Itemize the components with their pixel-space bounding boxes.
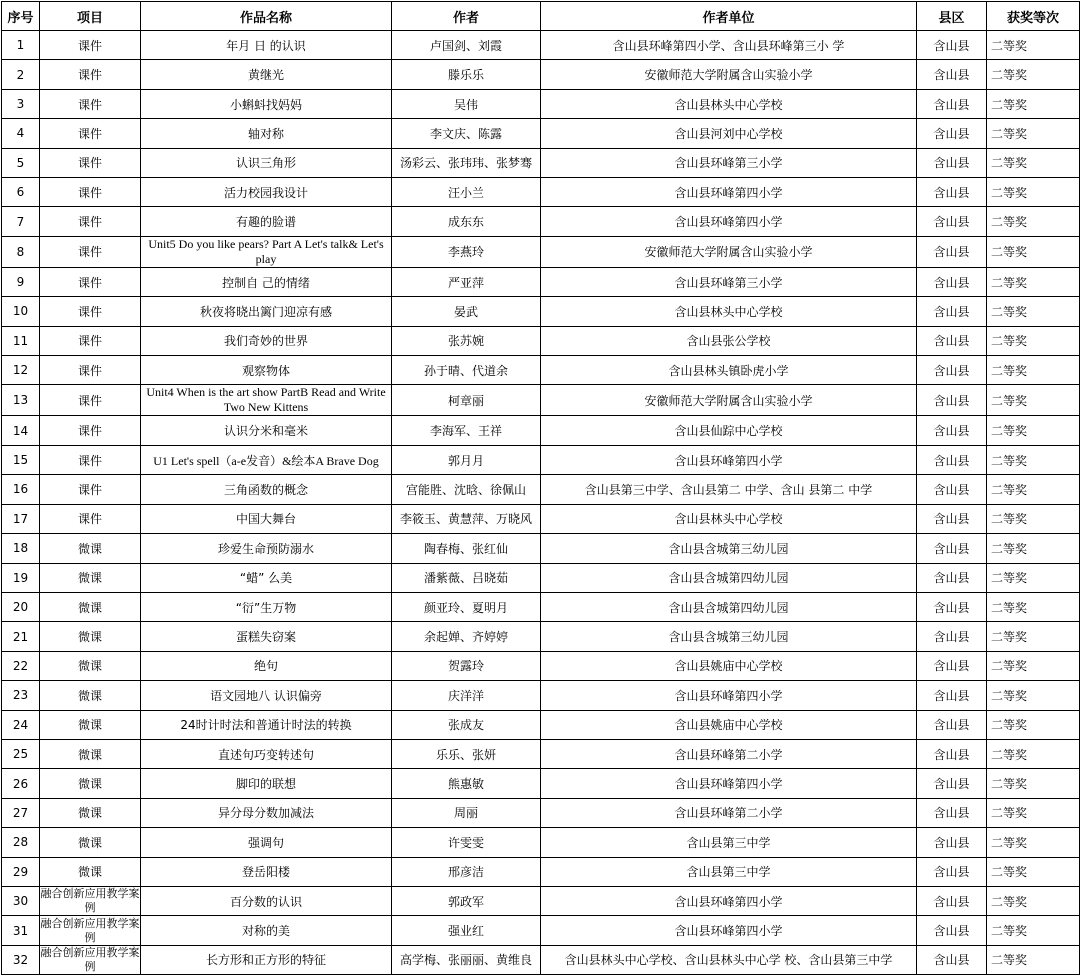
cell-award-level: 二等奖: [987, 119, 1080, 148]
cell-author-unit: 含山县环峰第二小学: [541, 798, 917, 827]
cell-work-title: 直述句巧变转述句: [141, 739, 392, 768]
cell-index: 8: [2, 236, 40, 267]
cell-author: 卢国剑、刘霞: [392, 31, 541, 60]
cell-category: 课件: [40, 119, 141, 148]
cell-author: 张苏婉: [392, 326, 541, 355]
cell-category: 微课: [40, 651, 141, 680]
cell-award-level: 二等奖: [987, 475, 1080, 504]
cell-index: 12: [2, 356, 40, 385]
cell-category: 微课: [40, 798, 141, 827]
cell-index: 4: [2, 119, 40, 148]
cell-category: 微课: [40, 622, 141, 651]
table-row: [2, 945, 1080, 974]
cell-category: 课件: [40, 356, 141, 385]
cell-category: 微课: [40, 710, 141, 739]
cell-category: 课件: [40, 89, 141, 118]
table-body: [2, 31, 1080, 975]
cell-author-unit: 含山县环峰第四小学: [541, 207, 917, 236]
table-row: [2, 236, 1080, 267]
header-category: 项目: [40, 2, 141, 31]
table-row: [2, 504, 1080, 533]
cell-index: 31: [2, 916, 40, 945]
cell-author: 成东东: [392, 207, 541, 236]
cell-author: 晏武: [392, 297, 541, 326]
cell-category: 课件: [40, 297, 141, 326]
cell-author: 吴伟: [392, 89, 541, 118]
cell-author-unit: 含山县第三中学: [541, 857, 917, 886]
cell-category: 课件: [40, 178, 141, 207]
table-row: [2, 60, 1080, 89]
cell-index: 25: [2, 739, 40, 768]
cell-category: 课件: [40, 385, 141, 416]
cell-category: 融合创新应用教学案例: [40, 945, 140, 973]
cell-county: 含山县: [917, 207, 987, 236]
cell-author: 周丽: [392, 798, 541, 827]
cell-award-level: 二等奖: [987, 798, 1080, 827]
cell-work-title: 绝句: [141, 651, 392, 680]
cell-award-level: 二等奖: [987, 828, 1080, 857]
cell-category: 课件: [40, 267, 141, 296]
header-county: 县区: [917, 2, 987, 31]
cell-author-unit: 含山县环峰第二小学: [541, 739, 917, 768]
cell-work-title: 认识三角形: [141, 148, 392, 177]
cell-county: 含山县: [917, 739, 987, 768]
cell-author-unit: 含山县环峰第四小学: [541, 445, 917, 474]
cell-county: 含山县: [917, 416, 987, 445]
cell-work-title: 黄继光: [141, 60, 392, 89]
cell-award-level: 二等奖: [987, 710, 1080, 739]
cell-index: 14: [2, 416, 40, 445]
cell-author: 李海军、王祥: [392, 416, 541, 445]
cell-work-title: 24时计时法和普通计时法的转换: [141, 710, 392, 739]
cell-category: 融合创新应用教学案例: [40, 916, 140, 944]
table-row: [2, 857, 1080, 886]
cell-author: 强业红: [392, 916, 541, 945]
table-row: [2, 445, 1080, 474]
cell-category: 微课: [40, 828, 141, 857]
cell-work-title: 百分数的认识: [141, 886, 392, 915]
cell-index: 29: [2, 857, 40, 886]
cell-county: 含山县: [917, 445, 987, 474]
cell-author: 颜亚玲、夏明月: [392, 592, 541, 621]
cell-category: 微课: [40, 563, 141, 592]
cell-county: 含山县: [917, 534, 987, 563]
cell-index: 18: [2, 534, 40, 563]
cell-award-level: 二等奖: [987, 178, 1080, 207]
cell-award-level: 二等奖: [987, 326, 1080, 355]
cell-work-title: 有趣的脸谱: [141, 207, 392, 236]
cell-work-title: 蛋糕失窃案: [141, 622, 392, 651]
table-row: [2, 886, 1080, 915]
cell-author-unit: 含山县林头中心学校: [541, 504, 917, 533]
cell-index: 3: [2, 89, 40, 118]
table-row: [2, 475, 1080, 504]
cell-work-title: 认识分米和毫米: [141, 416, 392, 445]
table-row: [2, 798, 1080, 827]
cell-county: 含山县: [917, 267, 987, 296]
cell-work-title: 控制自 己的情绪: [141, 267, 392, 296]
table-row: [2, 385, 1080, 416]
cell-author-unit: 含山县仙踪中心学校: [541, 416, 917, 445]
cell-index: 2: [2, 60, 40, 89]
cell-category: 课件: [40, 445, 141, 474]
cell-category: 课件: [40, 60, 141, 89]
cell-work-title: 活力校园我设计: [141, 178, 392, 207]
cell-author: 滕乐乐: [392, 60, 541, 89]
cell-index: 11: [2, 326, 40, 355]
table-row: [2, 267, 1080, 296]
cell-author-unit: 含山县环峰第四小学: [541, 681, 917, 710]
cell-author: 郭月月: [392, 445, 541, 474]
cell-author: 邢彦洁: [392, 857, 541, 886]
cell-author-unit: 含山县第三中学: [541, 828, 917, 857]
cell-work-title: 我们奇妙的世界: [141, 326, 392, 355]
cell-work-title: 轴对称: [141, 119, 392, 148]
cell-author: 乐乐、张妍: [392, 739, 541, 768]
cell-county: 含山县: [917, 504, 987, 533]
cell-award-level: 二等奖: [987, 916, 1080, 945]
table-row: [2, 651, 1080, 680]
table-row: [2, 828, 1080, 857]
cell-index: 26: [2, 769, 40, 798]
table-row: [2, 416, 1080, 445]
cell-county: 含山县: [917, 119, 987, 148]
header-work-title: 作品名称: [141, 2, 392, 31]
header-author: 作者: [392, 2, 541, 31]
cell-author-unit: 含山县含城第四幼儿园: [541, 563, 917, 592]
cell-award-level: 二等奖: [987, 445, 1080, 474]
cell-work-title: 中国大舞台: [141, 504, 392, 533]
cell-award-level: 二等奖: [987, 60, 1080, 89]
cell-county: 含山县: [917, 857, 987, 886]
cell-author-unit: 含山县环峰第四小学: [541, 916, 917, 945]
cell-award-level: 二等奖: [987, 651, 1080, 680]
table-row: [2, 297, 1080, 326]
table-row: [2, 326, 1080, 355]
cell-work-title: 秋夜将晓出篱门迎凉有感: [141, 297, 392, 326]
cell-work-title: 异分母分数加减法: [141, 798, 392, 827]
cell-work-title: 强调句: [141, 828, 392, 857]
cell-index: 21: [2, 622, 40, 651]
cell-author: 庆洋洋: [392, 681, 541, 710]
cell-award-level: 二等奖: [987, 534, 1080, 563]
cell-index: 10: [2, 297, 40, 326]
cell-author-unit: 安徽师范大学附属含山实验小学: [541, 60, 917, 89]
cell-award-level: 二等奖: [987, 236, 1080, 267]
cell-author: 熊惠敏: [392, 769, 541, 798]
cell-county: 含山县: [917, 31, 987, 60]
cell-index: 17: [2, 504, 40, 533]
cell-category: 微课: [40, 857, 141, 886]
cell-index: 15: [2, 445, 40, 474]
header-index: 序号: [2, 2, 40, 31]
cell-award-level: 二等奖: [987, 148, 1080, 177]
cell-index: 23: [2, 681, 40, 710]
table-row: [2, 916, 1080, 945]
cell-author: 潘紫薇、吕晓茹: [392, 563, 541, 592]
cell-author-unit: 含山县环峰第三小学: [541, 267, 917, 296]
cell-work-title: 语文园地八 认识偏旁: [141, 681, 392, 710]
cell-award-level: 二等奖: [987, 592, 1080, 621]
cell-work-title: 对称的美: [141, 916, 392, 945]
cell-category: 微课: [40, 592, 141, 621]
table-row: [2, 89, 1080, 118]
cell-work-title: 登岳阳楼: [141, 857, 392, 886]
cell-work-title: “衍”生万物: [141, 592, 392, 621]
table-row: [2, 178, 1080, 207]
cell-county: 含山县: [917, 828, 987, 857]
cell-author-unit: 含山县姚庙中心学校: [541, 651, 917, 680]
cell-author-unit: 含山县第三中学、含山县第二 中学、含山 县第二 中学: [541, 475, 917, 504]
cell-work-title: 小蝌蚪找妈妈: [141, 89, 392, 118]
cell-index: 1: [2, 31, 40, 60]
cell-author-unit: 含山县河刘中心学校: [541, 119, 917, 148]
cell-author: 许雯雯: [392, 828, 541, 857]
cell-award-level: 二等奖: [987, 416, 1080, 445]
table-row: [2, 563, 1080, 592]
cell-county: 含山县: [917, 886, 987, 915]
cell-author-unit: 含山县林头中心学校: [541, 89, 917, 118]
cell-author-unit: 含山县环峰第四小学: [541, 178, 917, 207]
cell-work-title: “蜡” 么美: [141, 563, 392, 592]
cell-author-unit: 安徽师范大学附属含山实验小学: [541, 236, 917, 267]
awards-table: [1, 1, 1080, 975]
table-row: [2, 119, 1080, 148]
cell-author-unit: 含山县姚庙中心学校: [541, 710, 917, 739]
cell-author: 高学梅、张丽丽、黄维良: [392, 945, 541, 974]
cell-award-level: 二等奖: [987, 681, 1080, 710]
cell-index: 32: [2, 945, 40, 974]
cell-award-level: 二等奖: [987, 769, 1080, 798]
cell-county: 含山县: [917, 769, 987, 798]
cell-author-unit: 含山县含城第四幼儿园: [541, 592, 917, 621]
table-row: [2, 592, 1080, 621]
cell-county: 含山县: [917, 60, 987, 89]
cell-author-unit: 含山县环峰第四小学: [541, 769, 917, 798]
cell-award-level: 二等奖: [987, 356, 1080, 385]
cell-author: 汤彩云、张玮玮、张梦骞: [392, 148, 541, 177]
cell-category: 课件: [40, 416, 141, 445]
cell-author: 陶春梅、张红仙: [392, 534, 541, 563]
cell-work-title: 三角函数的概念: [141, 475, 392, 504]
cell-index: 20: [2, 592, 40, 621]
cell-award-level: 二等奖: [987, 31, 1080, 60]
cell-author-unit: 安徽师范大学附属含山实验小学: [541, 385, 917, 416]
header-author-unit: 作者单位: [541, 2, 917, 31]
cell-author-unit: 含山县张公学校: [541, 326, 917, 355]
cell-category: 融合创新应用教学案例: [40, 887, 140, 915]
cell-category: 课件: [40, 31, 141, 60]
cell-category: 微课: [40, 769, 141, 798]
cell-index: 16: [2, 475, 40, 504]
cell-author-unit: 含山县林头镇卧虎小学: [541, 356, 917, 385]
cell-award-level: 二等奖: [987, 739, 1080, 768]
cell-award-level: 二等奖: [987, 207, 1080, 236]
cell-author: 宫能胜、沈晗、徐佩山: [392, 475, 541, 504]
cell-work-title: 长方形和正方形的特征: [141, 945, 392, 974]
cell-county: 含山县: [917, 385, 987, 416]
cell-county: 含山县: [917, 916, 987, 945]
cell-category: 微课: [40, 534, 141, 563]
cell-author: 汪小兰: [392, 178, 541, 207]
cell-index: 9: [2, 267, 40, 296]
cell-index: 28: [2, 828, 40, 857]
cell-county: 含山县: [917, 297, 987, 326]
cell-county: 含山县: [917, 681, 987, 710]
cell-author: 李筱玉、黄慧萍、万晓风: [392, 504, 541, 533]
cell-county: 含山县: [917, 651, 987, 680]
cell-work-title: 年月 日 的认识: [141, 31, 392, 60]
table-row: [2, 31, 1080, 60]
cell-county: 含山县: [917, 798, 987, 827]
table-row: [2, 681, 1080, 710]
cell-author: 柯章丽: [392, 385, 541, 416]
table-row: [2, 739, 1080, 768]
cell-county: 含山县: [917, 326, 987, 355]
cell-category: 课件: [40, 148, 141, 177]
cell-work-title: Unit5 Do you like pears? Part A Let's talk& Let's play: [141, 236, 392, 267]
table-row: [2, 710, 1080, 739]
cell-author: 孙于晴、代道余: [392, 356, 541, 385]
cell-award-level: 二等奖: [987, 622, 1080, 651]
cell-index: 19: [2, 563, 40, 592]
cell-author: 严亚萍: [392, 267, 541, 296]
cell-category: 课件: [40, 236, 141, 267]
table-row: [2, 622, 1080, 651]
cell-county: 含山县: [917, 356, 987, 385]
cell-award-level: 二等奖: [987, 385, 1080, 416]
cell-author-unit: 含山县环峰第三小学: [541, 148, 917, 177]
cell-award-level: 二等奖: [987, 945, 1080, 974]
cell-author: 余起婵、齐婷婷: [392, 622, 541, 651]
cell-award-level: 二等奖: [987, 563, 1080, 592]
cell-work-title: 脚印的联想: [141, 769, 392, 798]
cell-county: 含山县: [917, 236, 987, 267]
cell-index: 5: [2, 148, 40, 177]
cell-county: 含山县: [917, 592, 987, 621]
cell-work-title: 观察物体: [141, 356, 392, 385]
cell-county: 含山县: [917, 945, 987, 974]
cell-county: 含山县: [917, 89, 987, 118]
cell-author-unit: 含山县含城第三幼儿园: [541, 534, 917, 563]
table-row: [2, 207, 1080, 236]
cell-author-unit: 含山县林头中心学校: [541, 297, 917, 326]
cell-award-level: 二等奖: [987, 89, 1080, 118]
cell-county: 含山县: [917, 178, 987, 207]
cell-county: 含山县: [917, 563, 987, 592]
table-row: [2, 534, 1080, 563]
cell-county: 含山县: [917, 622, 987, 651]
header-award-level: 获奖等次: [987, 2, 1080, 31]
cell-category: 课件: [40, 207, 141, 236]
cell-index: 24: [2, 710, 40, 739]
cell-category: 课件: [40, 504, 141, 533]
cell-award-level: 二等奖: [987, 857, 1080, 886]
cell-category: 微课: [40, 739, 141, 768]
cell-work-title: U1 Let's spell（a-e发音）&绘本A Brave Dog: [141, 445, 392, 474]
cell-author: 张成友: [392, 710, 541, 739]
table-row: [2, 769, 1080, 798]
cell-county: 含山县: [917, 710, 987, 739]
cell-author: 李文庆、陈露: [392, 119, 541, 148]
cell-category: 课件: [40, 475, 141, 504]
cell-award-level: 二等奖: [987, 267, 1080, 296]
table-row: [2, 356, 1080, 385]
table-row: [2, 148, 1080, 177]
cell-author: 郭政军: [392, 886, 541, 915]
cell-index: 30: [2, 886, 40, 915]
cell-author: 贺露玲: [392, 651, 541, 680]
cell-category: 课件: [40, 326, 141, 355]
cell-county: 含山县: [917, 148, 987, 177]
cell-index: 7: [2, 207, 40, 236]
cell-author-unit: 含山县含城第三幼儿园: [541, 622, 917, 651]
cell-county: 含山县: [917, 475, 987, 504]
header-row: [2, 2, 1080, 31]
cell-award-level: 二等奖: [987, 504, 1080, 533]
cell-work-title: Unit4 When is the art show PartB Read and Write Two New Kittens: [141, 385, 392, 416]
cell-author-unit: 含山县林头中心学校、含山县林头中心学 校、含山县第三中学: [541, 945, 917, 974]
cell-category: 微课: [40, 681, 141, 710]
cell-award-level: 二等奖: [987, 886, 1080, 915]
table-header: [2, 2, 1080, 31]
cell-work-title: 珍爱生命预防溺水: [141, 534, 392, 563]
cell-index: 27: [2, 798, 40, 827]
cell-index: 6: [2, 178, 40, 207]
cell-author-unit: 含山县环峰第四小学、含山县环峰第三小 学: [541, 31, 917, 60]
cell-award-level: 二等奖: [987, 297, 1080, 326]
cell-index: 22: [2, 651, 40, 680]
cell-index: 13: [2, 385, 40, 416]
cell-author: 李燕玲: [392, 236, 541, 267]
cell-author-unit: 含山县环峰第四小学: [541, 886, 917, 915]
